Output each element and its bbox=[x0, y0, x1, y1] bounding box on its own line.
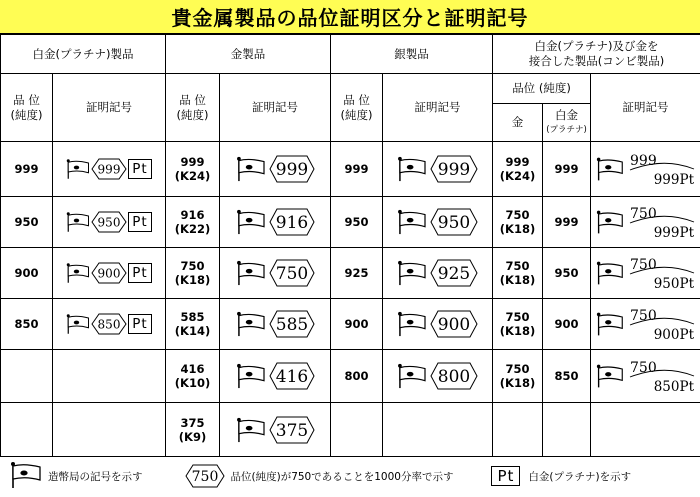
header-combo-line2: 接合した製品(コンビ製品) bbox=[528, 54, 665, 68]
combo-plat-label: 白金 bbox=[555, 107, 579, 122]
combo-fineness-mark bbox=[624, 358, 696, 394]
gold-mark bbox=[220, 299, 331, 350]
flag-icon bbox=[397, 260, 427, 286]
combo-karat: (K24) bbox=[499, 169, 536, 183]
combo-gold-fineness: 750 bbox=[629, 360, 657, 376]
fineness-diamond-icon bbox=[269, 416, 315, 444]
combo-gold-grade bbox=[493, 299, 543, 350]
combo-plat-value: 850 bbox=[554, 369, 579, 383]
gold-mark bbox=[220, 197, 331, 248]
combo-gold-fineness: 750 bbox=[629, 308, 657, 324]
combo-gold-header: 金 bbox=[493, 104, 543, 142]
flag-icon bbox=[66, 313, 90, 335]
combo-plat-label-sub: (プラチナ) bbox=[546, 124, 587, 135]
fineness-diamond-icon bbox=[430, 155, 478, 183]
fineness-diamond-icon bbox=[269, 362, 315, 390]
grade-label-sub: (純度) bbox=[176, 107, 209, 122]
silver-grade-value: 900 bbox=[344, 317, 369, 331]
flag-icon bbox=[66, 262, 90, 284]
silver-grade bbox=[331, 197, 383, 248]
gold-grade-value: 416 bbox=[180, 362, 205, 376]
flag-icon bbox=[596, 209, 624, 235]
gold-karat: (K22) bbox=[174, 222, 211, 236]
fineness-diamond-icon bbox=[430, 310, 478, 338]
fineness-number: 416 bbox=[275, 367, 308, 388]
combo-gold-value: 750 bbox=[505, 362, 530, 376]
mark-wrap bbox=[591, 204, 700, 240]
combo-karat: (K18) bbox=[499, 273, 536, 287]
fineness-number: 916 bbox=[275, 213, 308, 234]
header-gold: 金製品 bbox=[166, 35, 331, 74]
combo-plat-grade bbox=[543, 403, 591, 457]
mark-wrap bbox=[383, 310, 492, 338]
platinum-grade bbox=[1, 248, 53, 299]
combo-karat: (K18) bbox=[499, 222, 536, 236]
gold-grade bbox=[166, 248, 220, 299]
fineness-number: 750 bbox=[191, 469, 218, 486]
combo-plat-grade bbox=[543, 299, 591, 350]
silver-mark bbox=[383, 299, 493, 350]
fineness-diamond-icon bbox=[269, 310, 315, 338]
flag-icon bbox=[66, 158, 90, 180]
silver-grade-value: 800 bbox=[344, 369, 369, 383]
fineness-number: 999 bbox=[275, 160, 308, 181]
mark-wrap bbox=[220, 259, 330, 287]
combo-plat-value: 999 bbox=[554, 215, 579, 229]
mark-wrap bbox=[591, 358, 700, 394]
silver-mark bbox=[383, 142, 493, 197]
gold-grade bbox=[166, 197, 220, 248]
mark-wrap bbox=[220, 310, 330, 338]
fineness-number: 750 bbox=[275, 264, 308, 285]
combo-karat: (K18) bbox=[499, 376, 536, 390]
gold-grade bbox=[166, 350, 220, 403]
fineness-diamond-icon bbox=[185, 464, 225, 488]
platinum-mark bbox=[53, 142, 166, 197]
legend-pt bbox=[491, 466, 631, 486]
fineness-diamond-icon bbox=[91, 313, 127, 335]
pt-mark-icon: Pt bbox=[128, 314, 151, 334]
fineness-number: 999 bbox=[437, 160, 471, 181]
combo-fineness-mark bbox=[624, 204, 696, 240]
silver-mark bbox=[383, 248, 493, 299]
flag-icon bbox=[236, 156, 266, 182]
flag-icon bbox=[596, 311, 624, 337]
silver-grade-value: 999 bbox=[344, 162, 369, 176]
platinum-grade-value: 999 bbox=[14, 162, 39, 176]
fineness-number: 850 bbox=[97, 317, 121, 332]
mark-wrap bbox=[383, 155, 492, 183]
hallmark-table bbox=[0, 34, 700, 457]
combo-gold-value: 999 bbox=[505, 155, 530, 169]
fineness-diamond-icon bbox=[269, 259, 315, 287]
fineness-diamond-icon bbox=[430, 208, 478, 236]
mark-wrap bbox=[591, 255, 700, 291]
table-row bbox=[1, 197, 700, 248]
flag-icon bbox=[596, 156, 624, 182]
combo-plat-value: 950 bbox=[554, 266, 579, 280]
fineness-diamond-icon bbox=[430, 362, 478, 390]
combo-gold-grade bbox=[493, 142, 543, 197]
combo-plat-value: 999 bbox=[554, 162, 579, 176]
fineness-number: 800 bbox=[437, 367, 471, 388]
pt-mark-icon: Pt bbox=[128, 159, 151, 179]
fineness-number: 925 bbox=[437, 264, 471, 285]
platinum-mark bbox=[53, 350, 166, 403]
fineness-diamond-icon bbox=[91, 211, 127, 233]
combo-mark bbox=[591, 403, 700, 457]
combo-plat-grade bbox=[543, 142, 591, 197]
combo-plat-fineness: 850Pt bbox=[653, 379, 694, 394]
gold-mark bbox=[220, 142, 331, 197]
grade-label: 品 位 bbox=[13, 92, 40, 107]
gold-mark bbox=[220, 350, 331, 403]
header-silver: 銀製品 bbox=[331, 35, 493, 74]
mark-wrap bbox=[53, 158, 165, 180]
flag-icon bbox=[596, 363, 624, 389]
table-row bbox=[1, 248, 700, 299]
grade-header-silver bbox=[331, 74, 383, 142]
combo-plat-grade bbox=[543, 248, 591, 299]
fineness-number: 900 bbox=[97, 266, 121, 281]
fineness-diamond-icon bbox=[269, 155, 315, 183]
mark-wrap bbox=[220, 208, 330, 236]
platinum-grade-value: 950 bbox=[14, 215, 39, 229]
grade-header-gold bbox=[166, 74, 220, 142]
mark-wrap bbox=[220, 155, 330, 183]
gold-grade-value: 999 bbox=[180, 155, 205, 169]
platinum-mark bbox=[53, 403, 166, 457]
mark-wrap bbox=[383, 208, 492, 236]
legend-flag-text: 造幣局の記号を示す bbox=[48, 470, 143, 483]
combo-plat-fineness: 900Pt bbox=[653, 327, 694, 342]
silver-grade bbox=[331, 142, 383, 197]
flag-icon bbox=[236, 260, 266, 286]
combo-gold-value: 750 bbox=[505, 259, 530, 273]
platinum-mark bbox=[53, 299, 166, 350]
mark-wrap bbox=[220, 416, 330, 444]
header-combo-line1: 白金(プラチナ)及び金を bbox=[534, 39, 659, 53]
gold-grade-value: 750 bbox=[180, 259, 205, 273]
gold-grade-value: 916 bbox=[180, 208, 205, 222]
gold-karat: (K9) bbox=[178, 429, 207, 444]
combo-fineness-mark bbox=[624, 255, 696, 291]
mark-wrap bbox=[383, 362, 492, 390]
combo-gold-grade bbox=[493, 248, 543, 299]
combo-grade-header: 品位 (純度) bbox=[493, 74, 591, 104]
flag-icon bbox=[236, 417, 266, 443]
silver-mark bbox=[383, 403, 493, 457]
combo-mark bbox=[591, 142, 700, 197]
silver-grade bbox=[331, 403, 383, 457]
flag-icon bbox=[66, 211, 90, 233]
gold-grade bbox=[166, 142, 220, 197]
combo-gold-fineness: 999 bbox=[629, 153, 657, 169]
grade-label-sub: (純度) bbox=[340, 107, 373, 122]
legend bbox=[0, 455, 700, 497]
combo-plat-fineness: 999Pt bbox=[653, 225, 694, 240]
fineness-number: 999 bbox=[97, 162, 121, 177]
silver-grade bbox=[331, 248, 383, 299]
gold-mark bbox=[220, 403, 331, 457]
fineness-number: 950 bbox=[437, 213, 471, 234]
combo-fineness-mark bbox=[624, 306, 696, 342]
grade-label: 品 位 bbox=[343, 92, 370, 107]
silver-mark bbox=[383, 350, 493, 403]
mark-wrap bbox=[220, 362, 330, 390]
grade-label-sub: (純度) bbox=[10, 107, 43, 122]
platinum-grade bbox=[1, 197, 53, 248]
silver-grade bbox=[331, 350, 383, 403]
legend-flag bbox=[10, 461, 143, 492]
silver-grade-value: 925 bbox=[344, 266, 369, 280]
platinum-grade bbox=[1, 350, 53, 403]
gold-mark bbox=[220, 248, 331, 299]
page-title: 貴金属製品の品位証明区分と証明記号 bbox=[0, 0, 700, 34]
gold-grade bbox=[166, 299, 220, 350]
combo-mark bbox=[591, 197, 700, 248]
table-row bbox=[1, 403, 700, 457]
flag-icon bbox=[236, 311, 266, 337]
combo-plat-header bbox=[543, 104, 591, 142]
legend-pt-text: 白金(プラチナ)を示す bbox=[528, 470, 632, 483]
platinum-grade-value: 850 bbox=[14, 317, 39, 331]
combo-plat-fineness: 950Pt bbox=[653, 276, 694, 291]
pt-mark-icon: Pt bbox=[128, 212, 151, 232]
fineness-diamond-icon bbox=[269, 208, 315, 236]
mark-wrap bbox=[591, 306, 700, 342]
flag-icon bbox=[397, 363, 427, 389]
gold-karat: (K14) bbox=[174, 324, 211, 338]
legend-diamond-text: 品位(純度)が750であることを1000分率で示す bbox=[230, 470, 454, 483]
flag-icon bbox=[10, 461, 42, 492]
mark-wrap bbox=[53, 313, 165, 335]
mark-header-combo: 証明記号 bbox=[591, 74, 700, 142]
fineness-diamond-icon bbox=[430, 259, 478, 287]
fineness-number: 950 bbox=[97, 215, 121, 230]
grade-header-platinum bbox=[1, 74, 53, 142]
fineness-diamond-icon bbox=[185, 464, 225, 488]
gold-karat: (K10) bbox=[174, 376, 211, 390]
mark-wrap bbox=[383, 259, 492, 287]
combo-gold-grade bbox=[493, 197, 543, 248]
fineness-number: 375 bbox=[275, 420, 308, 441]
combo-mark bbox=[591, 350, 700, 403]
gold-karat: (K18) bbox=[174, 273, 211, 287]
mark-wrap bbox=[591, 151, 700, 187]
combo-plat-value: 900 bbox=[554, 317, 579, 331]
header-combo bbox=[493, 35, 700, 74]
table-row bbox=[1, 142, 700, 197]
fineness-number: 585 bbox=[275, 315, 308, 336]
table-row bbox=[1, 350, 700, 403]
combo-mark bbox=[591, 299, 700, 350]
flag-icon bbox=[397, 209, 427, 235]
flag-icon bbox=[236, 363, 266, 389]
table-row bbox=[1, 299, 700, 350]
mark-header-gold: 証明記号 bbox=[220, 74, 331, 142]
platinum-grade-value: 900 bbox=[14, 266, 39, 280]
grade-label: 品 位 bbox=[179, 92, 206, 107]
platinum-grade bbox=[1, 142, 53, 197]
combo-gold-value: 750 bbox=[505, 310, 530, 324]
mark-header-platinum: 証明記号 bbox=[53, 74, 166, 142]
gold-grade-value: 585 bbox=[180, 310, 205, 324]
combo-gold-grade bbox=[493, 403, 543, 457]
pt-mark-icon: Pt bbox=[128, 263, 151, 283]
header-platinum: 白金(プラチナ)製品 bbox=[1, 35, 166, 74]
flag-icon bbox=[397, 156, 427, 182]
combo-gold-fineness: 750 bbox=[629, 206, 657, 222]
combo-mark bbox=[591, 248, 700, 299]
flag-icon bbox=[596, 260, 624, 286]
flag-icon bbox=[236, 209, 266, 235]
gold-karat: (K24) bbox=[174, 169, 211, 183]
platinum-mark bbox=[53, 248, 166, 299]
flag-icon bbox=[397, 311, 427, 337]
silver-grade-value: 950 bbox=[344, 215, 369, 229]
combo-karat: (K18) bbox=[499, 324, 536, 338]
platinum-grade bbox=[1, 299, 53, 350]
platinum-grade bbox=[1, 403, 53, 457]
mark-header-silver: 証明記号 bbox=[383, 74, 493, 142]
pt-mark-icon: Pt bbox=[491, 466, 520, 486]
mark-wrap bbox=[53, 211, 165, 233]
legend-diamond bbox=[185, 464, 454, 488]
combo-gold-value: 750 bbox=[505, 208, 530, 222]
combo-plat-grade bbox=[543, 350, 591, 403]
fineness-diamond-icon bbox=[91, 158, 127, 180]
mark-wrap bbox=[53, 262, 165, 284]
combo-gold-grade bbox=[493, 350, 543, 403]
combo-plat-grade bbox=[543, 197, 591, 248]
platinum-mark bbox=[53, 197, 166, 248]
combo-plat-fineness: 999Pt bbox=[653, 172, 694, 187]
fineness-number: 900 bbox=[437, 315, 471, 336]
combo-gold-fineness: 750 bbox=[629, 257, 657, 273]
silver-mark bbox=[383, 197, 493, 248]
combo-fineness-mark bbox=[624, 151, 696, 187]
gold-grade-value: 375 bbox=[180, 415, 205, 430]
silver-grade bbox=[331, 299, 383, 350]
fineness-diamond-icon bbox=[91, 262, 127, 284]
gold-grade bbox=[166, 403, 220, 457]
